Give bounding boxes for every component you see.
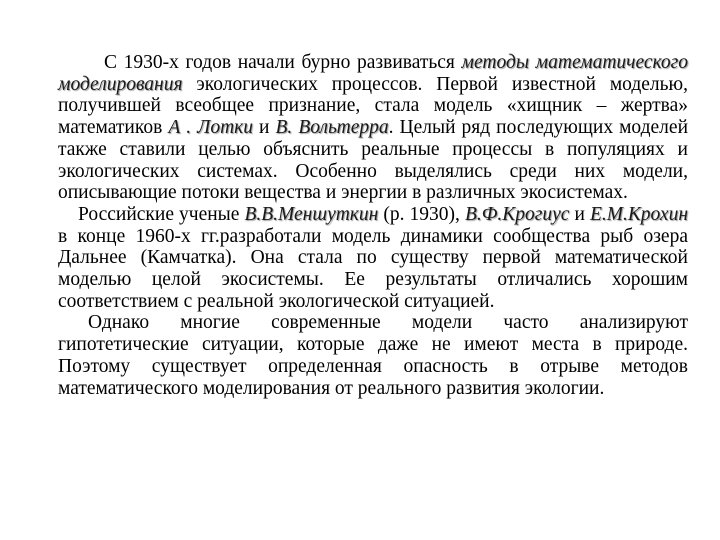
p1-text-3: и	[253, 117, 276, 139]
term-modeling-methods: методы математического моделирования	[58, 52, 688, 95]
p1-text-2: экологических процессов. Первой известной моделью, получившей всеобщее признание, стала модель «хищник – жертва» математиков	[58, 73, 688, 139]
slide-text-body	[58, 52, 688, 399]
paragraph-history	[58, 52, 688, 204]
name-krogius: В.Ф.Крогиус	[464, 203, 570, 225]
paragraph-russian-scientists	[58, 204, 688, 313]
p2-text-4: в конце 1960-х гг.разработали модель динамики сообщества рыб озера Дальнее (Камчатка). Она стала по существу первой математической моделью целой экосистемы. Ее результаты отличались хорошим соответствием с реальной экологической ситуацией.	[58, 225, 688, 312]
name-menshutkin: В.В.Меншуткин	[244, 203, 379, 225]
name-krokhin: Е.М.Крохин	[589, 203, 688, 225]
name-volterra: В. Вольтерра	[275, 117, 389, 139]
paragraph-conclusion	[58, 312, 688, 399]
p2-text-1: Российские ученые	[78, 203, 245, 225]
p2-text-2: (р. 1930),	[378, 203, 465, 225]
name-lotka: А . Лотки	[168, 117, 254, 139]
p3-text: Однако многие современные модели часто анализируют гипотетические ситуации, которые даже не имеют места в природе. Поэтому существует определенная опасность в отрыве методов математического моделирования от реального развития экологии.	[58, 312, 688, 399]
p1-text-1: С 1930-х годов начали бурно развиваться	[104, 52, 462, 73]
p2-text-3: и	[569, 203, 590, 225]
p1-text-4: . Целый ряд последующих моделей также ставили целью объяснить реальные процессы в популяциях и экологических системах. Особенно выделялись среди них модели, описывающие потоки вещества и энергии в различных экосистемах.	[58, 117, 689, 204]
